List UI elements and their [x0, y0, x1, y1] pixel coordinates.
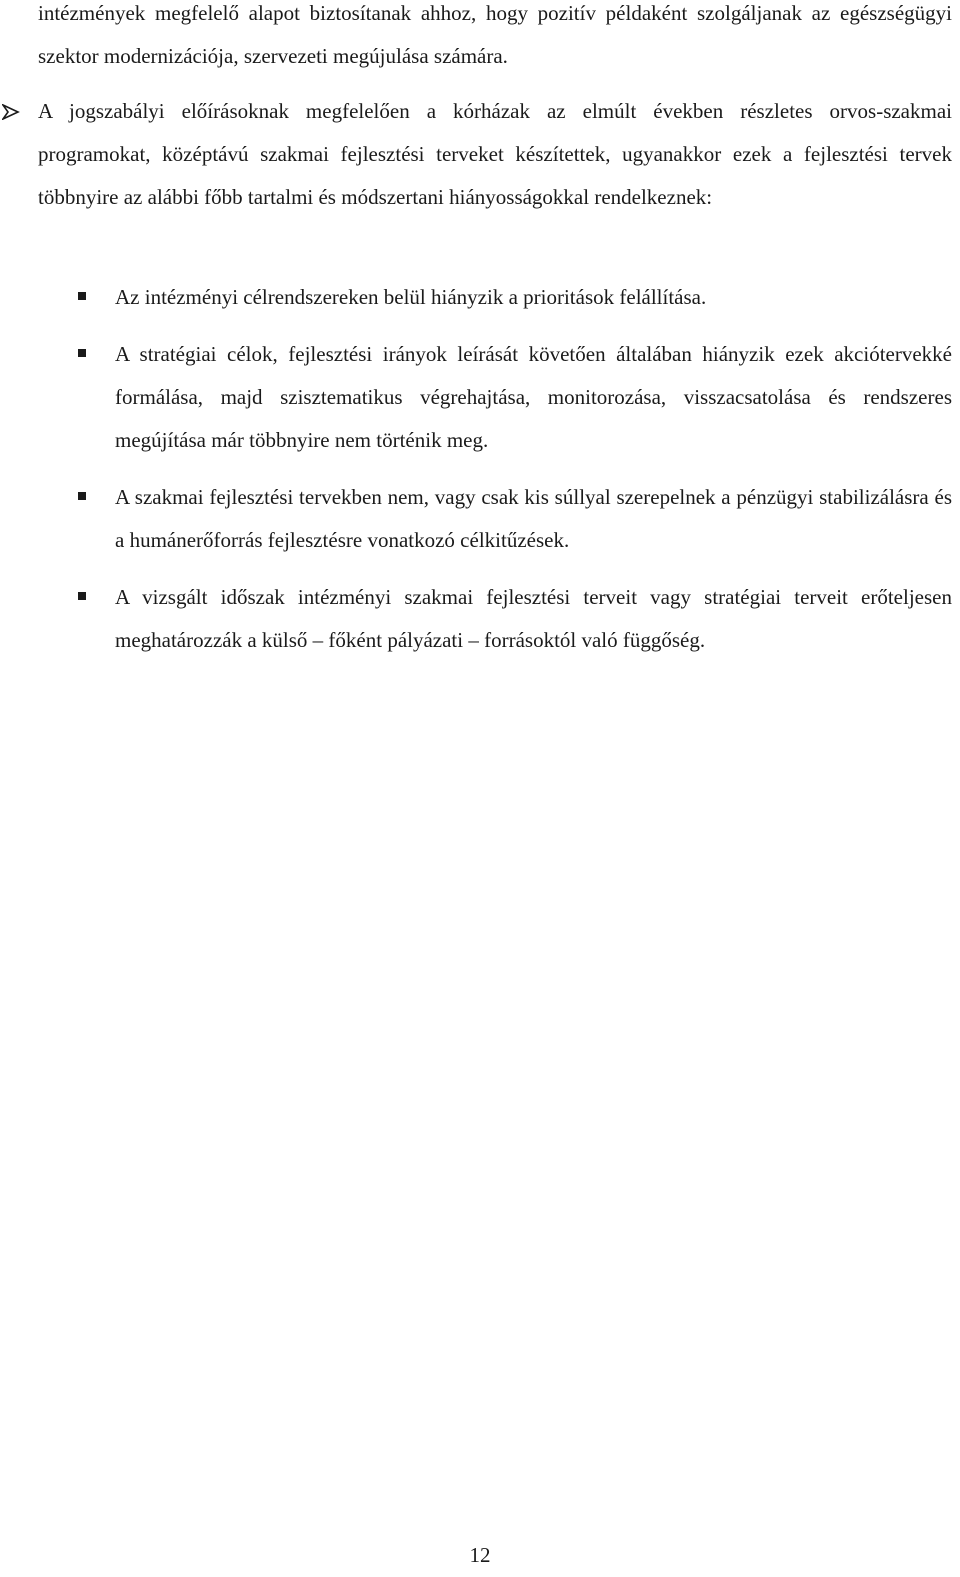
square-bullet-icon	[78, 292, 86, 300]
square-bullet-icon	[78, 592, 86, 600]
arrow-bullet-icon	[2, 104, 20, 120]
square-bullet-icon	[78, 349, 86, 357]
list-item: Az intézményi célrendszereken belül hiányzik a prioritások felállítása.	[115, 285, 707, 309]
square-bullet-icon	[78, 492, 86, 500]
intro-paragraph: intézmények megfelelő alapot biztosítanak ahhoz, hogy pozitív példaként szolgáljanak az egészségügyi szektor modernizációja, szervezeti megújulása számára.	[38, 1, 952, 68]
page-number: 12	[469, 1543, 491, 1567]
main-point-paragraph: A jogszabályi előírásoknak megfelelően a kórházak az elmúlt években részletes orvos-szakmai programokat, középtávú szakmai fejlesztési terveket készítettek, ugyanakkor ezek a fejlesztési tervek többnyire az alábbi főbb tartalmi és módszertani hiányosságokkal rendelkeznek:	[38, 99, 952, 209]
list-item: A szakmai fejlesztési tervekben nem, vagy csak kis súllyal szerepelnek a pénzügyi stabilizálásra és a humánerőforrás fejlesztésre vonatkozó célkitűzések.	[115, 485, 952, 552]
list-item: A vizsgált időszak intézményi szakmai fejlesztési terveit vagy stratégiai terveit erőteljesen meghatározzák a külső – főként pályázati – forrásoktól való függőség.	[115, 585, 952, 652]
list-item: A stratégiai célok, fejlesztési irányok leírását követően általában hiányzik ezek akciótervekké formálása, majd szisztematikus végrehajtása, monitorozása, visszacsatolása és rendszeres megújítása már többnyire nem történik meg.	[115, 342, 952, 452]
